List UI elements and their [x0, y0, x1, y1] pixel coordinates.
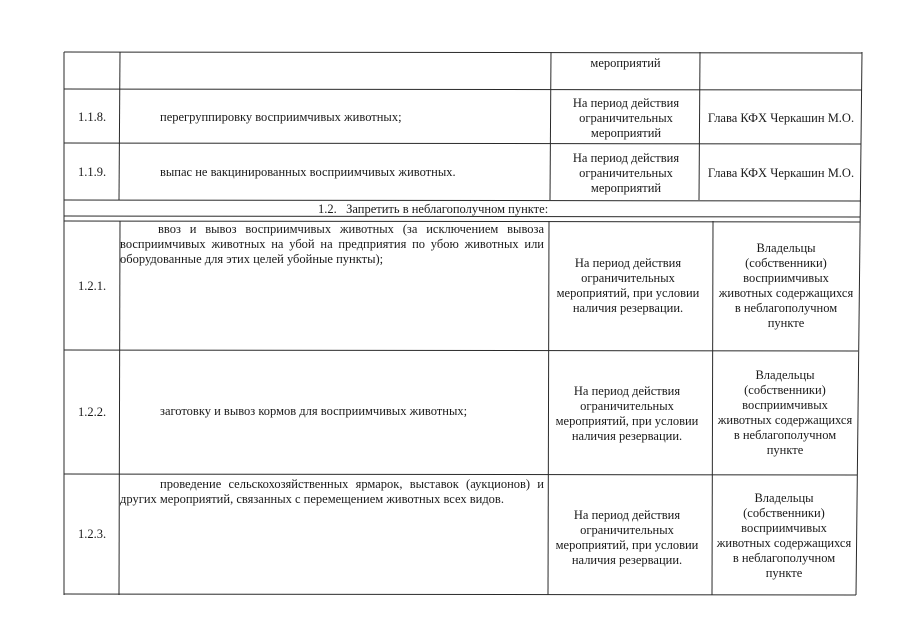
period-text: На период действия ограничительных мероприятий [572, 95, 680, 140]
section-heading [318, 201, 738, 217]
row-number: 1.2.3. [77, 527, 107, 541]
responsible-text: Глава КФХ Черкашин М.О. [707, 110, 855, 125]
action-cell [160, 90, 540, 144]
row-number-cell [64, 90, 120, 144]
responsible-cell [715, 352, 855, 474]
responsible-text: Владельцы (собственники) восприимчивых животных содержащихся в неблагополучном пункте [717, 368, 853, 457]
action-cell [160, 351, 544, 471]
period-cell [553, 146, 699, 200]
action-cell [120, 477, 544, 594]
period-text: На период действия ограничительных мероприятий [572, 150, 680, 195]
row-number: 1.1.9. [77, 164, 107, 179]
action-text: выпас не вакцинированных восприимчивых животных. [160, 164, 456, 179]
period-text: На период действия ограничительных мероприятий, при условии наличия резервации. [556, 256, 700, 315]
row-number: 1.2.2. [77, 405, 107, 419]
action-cell [120, 222, 544, 350]
section-title: 1.2. Запретить в неблагополучном пункте: [318, 201, 549, 216]
row-number-cell [64, 222, 120, 350]
period-text: На период действия ограничительных мероприятий, при условии наличия резервации. [555, 508, 699, 567]
period-cell [553, 92, 699, 144]
action-text: ввоз и вывоз восприимчивых животных (за исключением вывоза восприимчивых животных на убой на предприятия по убою животных или оборудованные для этих целей убойные пункты); [120, 222, 544, 266]
period-text: На период действия ограничительных мероприятий, при условии наличия резервации. [555, 384, 699, 443]
continuation-period-text: мероприятий [590, 56, 661, 70]
action-text: перегруппировку восприимчивых животных; [160, 109, 402, 124]
action-text: заготовку и вывоз кормов для восприимчивых животных; [160, 403, 468, 418]
responsible-cell [704, 92, 858, 144]
row-number: 1.1.8. [77, 109, 107, 124]
row-number-cell [64, 475, 120, 594]
responsible-text: Глава КФХ Черкашин М.О. [707, 165, 855, 180]
row-number-cell [64, 351, 120, 474]
responsible-text: Владельцы (собственники) восприимчивых животных содержащихся в неблагополучном пункте [718, 241, 854, 330]
action-text: проведение сельскохозяйственных ярмарок, выставок (аукционов) и других мероприятий, связанных с перемещением животных всех видов. [120, 477, 544, 506]
responsible-text: Владельцы (собственники) восприимчивых животных содержащихся в неблагополучном пункте [716, 491, 852, 580]
responsible-cell [704, 146, 858, 200]
period-cell [552, 362, 702, 466]
responsible-cell [714, 476, 854, 596]
row-number: 1.2.1. [77, 278, 107, 293]
responsible-cell [716, 222, 856, 350]
action-cell [160, 144, 540, 200]
row-number-cell [64, 144, 120, 200]
continuation-period-cell [551, 56, 700, 86]
period-cell [553, 234, 703, 338]
period-cell [552, 486, 702, 590]
